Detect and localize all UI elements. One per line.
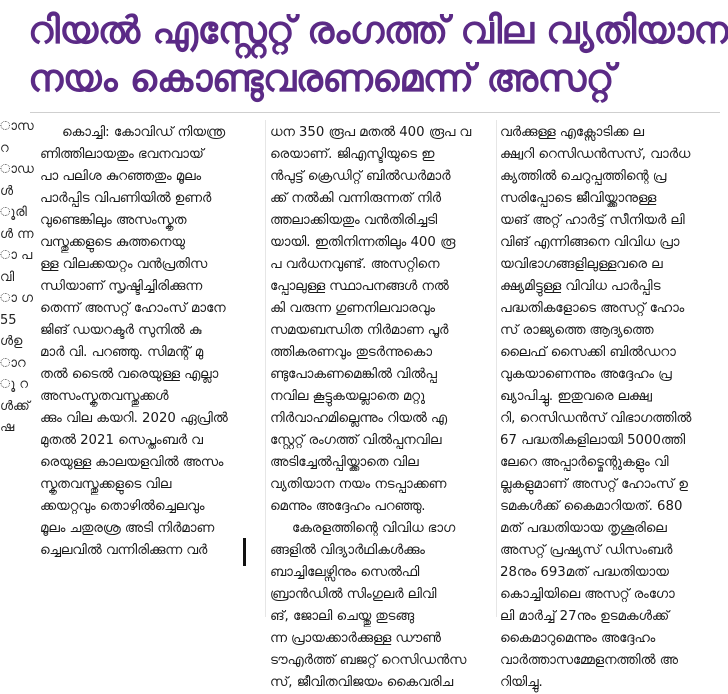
article-line: ലൈഫ് സൈക്കി ബിൽഡറാ <box>500 345 676 360</box>
headline-divider <box>30 112 720 113</box>
column-divider <box>265 120 266 617</box>
strip-fragment: ാറ <box>0 355 26 371</box>
article-line: കൈമാറുമെന്നും അദ്ദേഹം <box>500 631 656 646</box>
article-line: പാ പലിശ കുറഞ്ഞതും മൂലം <box>40 169 202 184</box>
article-line: ങ്ങളിൽ വിദ്യാർഥികൾക്കും <box>270 543 425 558</box>
article-line: വുണ്ടെങ്കിലും അസംസ്കൃത <box>40 213 187 228</box>
strip-fragment: ാഡ <box>0 162 34 177</box>
article-line: ലേറെ അപ്പാർട്മെന്റുകളും വി <box>500 455 669 470</box>
article-line: വിങ് എന്നിങ്ങനെ വിവിധ പ്രാ <box>500 235 680 250</box>
article-line: സമയബന്ധിത നിർമാണ പൂർ <box>270 323 449 338</box>
strip-fragment: ാ ഗ <box>0 291 33 306</box>
article-column-3 <box>500 122 718 694</box>
article-line: 28നും 693മത് പദ്ധതിയായ <box>500 565 669 580</box>
strip-fragment: ൾ <box>0 183 14 199</box>
article-line: അസറ്റ് പ്രഷ്യസ് ഡിസംബർ <box>500 543 673 558</box>
headline <box>28 6 728 102</box>
article-line: റിയിച്ചു. <box>500 675 543 690</box>
strip-fragment: ഷ <box>0 420 15 435</box>
article-line: വുകയാണെന്നും അദ്ദേഹം പ്ര <box>500 367 672 382</box>
article-line: തെന്ന് അസറ്റ് ഹോംസ് മാനേ <box>40 301 226 316</box>
strip-fragment: ൂ റ <box>0 377 28 392</box>
article-column-1 <box>40 122 260 562</box>
article-line: ക്യത്തിൽ ചെറുപ്പത്തിന്റെ പ്ര <box>500 169 667 184</box>
article-line: മത് പദ്ധതിയായ തൃശൂരിലെ <box>500 521 667 536</box>
strip-fragment: ൂരി <box>0 205 27 220</box>
adjacent-article-strip <box>0 116 34 439</box>
article-line: അടിച്ചേൽപ്പിയ്ക്കാതെ വില <box>270 455 419 470</box>
article-line: പദ്ധതികളോടെ അസറ്റ് ഹോം <box>500 301 685 316</box>
article-line: തൽ ടൈൽ വരെയുള്ള എല്ലാ <box>40 367 219 382</box>
article-line: നിർവാഹമില്ലെന്നും റിയൽ എ <box>270 411 447 426</box>
article-line: ള്ള വിലക്കയറ്റം വൻപ്രതിസ <box>40 257 207 272</box>
strip-fragment: റ <box>0 140 9 156</box>
article-line: യങ് അറ്റ് ഹാർട്ട് സീനിയർ ലി <box>500 213 685 228</box>
strip-fragment: ൾക്ക് <box>0 398 30 414</box>
article-column-2 <box>270 122 492 694</box>
headline-line-1: റിയൽ എസ്റ്റേറ്റ് രംഗത്ത് വില വ്യതിയാന <box>28 8 728 52</box>
article-line: പ വർധനവുണ്ട്. അസറ്റിനെ <box>270 257 440 272</box>
article-line: വ്യതിയാന നയം നടപ്പാക്കണ <box>270 477 447 492</box>
article-line: 67 പദ്ധതികളിലായി 5000ത്തി <box>500 433 686 448</box>
article-line: ണ്ടുപോകണമെങ്കിൽ വിൽപ്പ <box>270 367 437 382</box>
article-line: മെന്നും അദ്ദേഹം പറഞ്ഞു. <box>270 499 426 514</box>
article-line: യവിഭാഗങ്ങളിലുള്ളവരെ ല <box>500 257 663 272</box>
article-line: ടൗഎർത്ത് ബജറ്റ് റെസിഡൻസ <box>270 653 467 668</box>
article-line: സ് രാജ്യത്തെ ആദ്യത്തെ <box>500 323 654 338</box>
article-line: ക്ഷ്യമിട്ടുള്ള വിവിധ പാർപ്പിട <box>500 279 661 294</box>
strip-fragment: 55 <box>0 312 17 328</box>
article-line: ക്ഷ്വറി റെസിഡൻസസ്, വാർധ <box>500 147 691 162</box>
article-line: വസ്തുക്കളുടെ കുത്തനെയു <box>40 235 185 250</box>
article-line: ണിത്തിലായതും ഭവനവായ് <box>40 147 204 162</box>
article-line: ത്തലാക്കിയതും വൻതിരിച്ചടി <box>270 213 438 228</box>
article-line: ല്ലകളുമാണ് അസറ്റ് ഹോംസ് ഉ <box>500 477 688 492</box>
column-divider <box>496 120 497 617</box>
article-line: ടമകൾക്ക് കൈമാറിയത്. 680 <box>500 499 683 514</box>
article-line: ൻപുട്ട് ക്രെഡിറ്റ് ബിൽഡർമാർ <box>270 169 451 184</box>
article-line: സ്, ജീവിതവിജയം കൈവരിച <box>270 675 454 690</box>
article-line: വാർത്താസമ്മേളനത്തിൽ അ <box>500 653 678 668</box>
strip-fragment: ൾ ന്ന <box>0 226 34 242</box>
article-line: മൂലം ചതുരശ്ര അടി നിർമാണ <box>40 521 214 536</box>
article-line: ന്ധിയാണ് സൃഷ്ടിച്ചിരിക്കുന്ന <box>40 279 202 294</box>
article-line: യായി. ഇതിനിന്നതിലും 400 രൂ <box>270 235 456 250</box>
article-line: മുതൽ 2021 സെപ്തംബർ വ <box>40 433 203 448</box>
article-line: രെയുള്ള കാലയളവിൽ അസം <box>40 455 224 470</box>
article-line: ക്കയറ്റവും തൊഴിൽച്ചെലവും <box>40 499 205 514</box>
article-line: ജിങ് ഡയറക്ടർ സുനിൽ കു <box>40 323 202 338</box>
article-line: സരിപ്പോടെ ജീവിയ്ക്കാനുള്ള <box>500 191 657 206</box>
article-line: ത്തികരണവും തുടർന്നുകൊ <box>270 345 432 360</box>
article-line: കൊച്ചി: കോവിഡ് നിയന്ത്ര <box>62 125 225 140</box>
article-line: ക്കും വില കയറി. 2020 ഏപ്രിൽ <box>40 411 228 426</box>
article-line: പാർപ്പിട വിപണിയിൽ ഉണർ <box>40 191 212 206</box>
strip-fragment: ാസ <box>0 119 34 134</box>
article-line: ഖ്യാപിച്ചു. ഇതുവരെ ലക്ഷ്വ <box>500 389 652 404</box>
strip-fragment: ൾഉ <box>0 334 23 349</box>
article-line: നവില കൂട്ടുകയല്ലാതെ മറ്റു <box>270 389 425 404</box>
strip-fragment: വി <box>0 269 15 285</box>
article-line: രെയാണ്. ജിഎസ്ടിയുടെ ഇ <box>270 147 435 162</box>
article-line: ലി മാർച്ച് 27നും ഉടമകൾക്ക് <box>500 609 669 624</box>
article-line: ധന 350 രൂപ മതൽ 400 രൂപ വ <box>270 125 472 140</box>
article-line: ന്ന പ്രായക്കാർക്കുള്ള ഡൗൺ <box>270 631 441 646</box>
article-line: ബാച്ചിലേഴ്സിനും സെൽഫി <box>270 565 420 580</box>
article-line: മാർ വി. പറഞ്ഞു. സിമന്റ് മു <box>40 345 204 360</box>
column-marker-bar <box>243 538 246 566</box>
article-line: റി, റെസിഡൻസ് വിഭാഗത്തിൽ <box>500 411 692 426</box>
article-line: കി വരുന്ന ഗുണനിലവാരവും <box>270 301 435 316</box>
article-line: ങ്, ജോലി ചെയ്തു തുടങ്ങു <box>270 609 414 624</box>
article-line: വർക്കുള്ള എക്സോടിക്ക ല <box>500 125 644 140</box>
article-line: ബ്രാൻഡിൽ സിംഗുലർ ലിവി <box>270 587 437 602</box>
article-line: ച്ചെലവിൽ വന്നിരിക്കുന്ന വർ <box>40 543 208 558</box>
headline-line-2: നയം കൊണ്ടുവരണമെന്ന് അസറ്റ് <box>28 56 614 100</box>
article-line: അസംസ്കൃതവസ്തുക്കൾ <box>40 389 169 404</box>
article-line: പ്പോലുള്ള സ്ഥാപനങ്ങൾ നൽ <box>270 279 449 294</box>
article-line: ക്ക് നൽകി വന്നിരുന്നത് നിർ <box>270 191 441 206</box>
article-line: സ്കൃതവസ്തുക്കളുടെ വില <box>40 477 172 492</box>
article-line: കൊച്ചിയിലെ അസറ്റ് രംഗോ <box>500 587 675 602</box>
article-line: കേരളത്തിന്റെ വിവിധ ഭാഗ <box>292 521 456 536</box>
article-line: സ്റ്റേറ്റ് രംഗത്ത് വിൽപ്പനവില <box>270 433 442 448</box>
strip-fragment: ാ പ <box>0 248 33 263</box>
